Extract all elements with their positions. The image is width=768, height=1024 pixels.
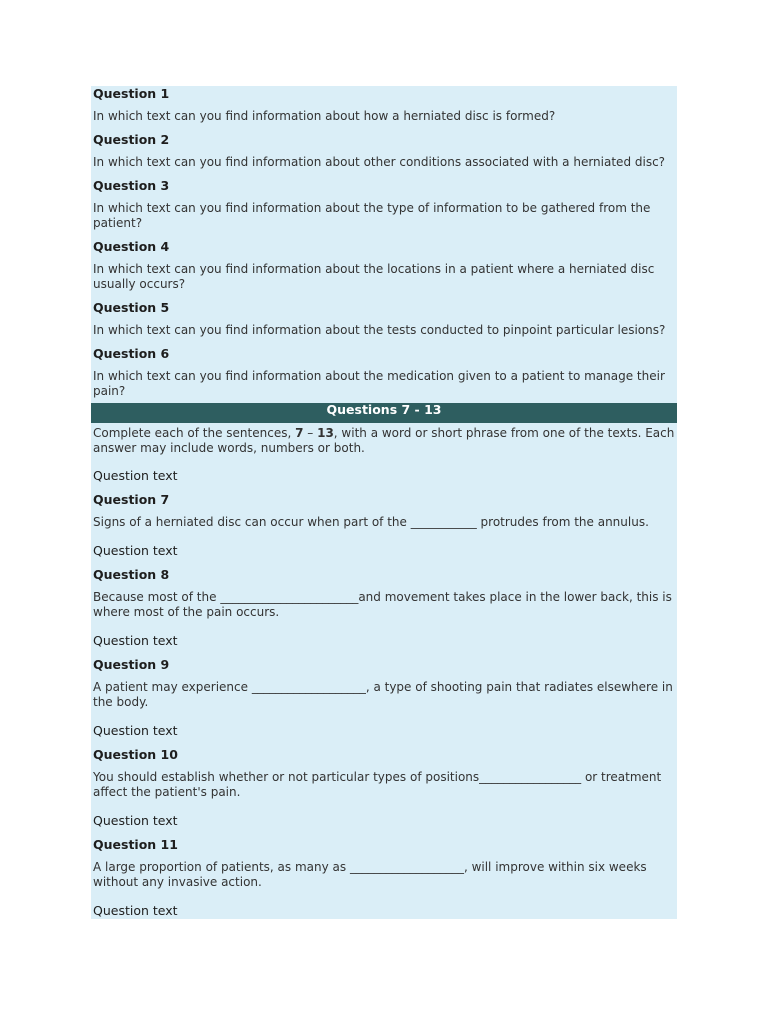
instructions (93, 426, 677, 456)
question-body: In which text can you find information about other conditions associated with a herniated disc? (93, 155, 666, 169)
questions-7-13 (91, 423, 677, 919)
question-3 (93, 178, 677, 231)
question-title: Question 2 (93, 132, 170, 147)
question-6 (93, 346, 677, 399)
question-10 (93, 747, 677, 800)
instructions-range-end: 13 (317, 426, 334, 440)
questions-1-6 (91, 86, 677, 403)
question-body: A large proportion of patients, as many as ___________________, will improve within six weeks without any invasive action. (93, 860, 647, 889)
question-title: Question 1 (93, 86, 170, 101)
question-text-label: Question text (93, 903, 178, 918)
question-text-label: Question text (93, 468, 178, 483)
question-text-label: Question text (93, 543, 178, 558)
question-text-label: Question text (93, 633, 178, 648)
instructions-text-end: , with a word or short phrase from one of the texts. Each answer may include words, numbers or both. (93, 426, 675, 455)
question-title: Question 10 (93, 747, 178, 762)
question-body: In which text can you find information about how a herniated disc is formed? (93, 109, 556, 123)
question-title: Question 4 (93, 239, 170, 254)
question-4 (93, 239, 677, 292)
question-text-label: Question text (93, 723, 178, 738)
question-5 (93, 300, 677, 338)
quiz-panel (91, 86, 677, 919)
question-body: Because most of the _______________________and movement takes place in the lower back, this is where most of the pain occurs. (93, 590, 672, 619)
question-body: Signs of a herniated disc can occur when part of the ___________ protrudes from the annulus. (93, 515, 649, 529)
question-body: A patient may experience ___________________, a type of shooting pain that radiates elsewhere in the body. (93, 680, 673, 709)
question-11 (93, 837, 677, 890)
question-body: In which text can you find information about the type of information to be gathered from the patient? (93, 201, 651, 230)
question-title: Question 6 (93, 346, 170, 361)
question-title: Question 9 (93, 657, 170, 672)
instructions-range-start: 7 (295, 426, 304, 440)
question-body: You should establish whether or not particular types of positions_________________ or treatment affect the patient's pain. (93, 770, 662, 799)
question-body: In which text can you find information about the locations in a patient where a herniated disc usually occurs? (93, 262, 655, 291)
question-9 (93, 657, 677, 710)
instructions-dash: – (303, 426, 318, 440)
question-title: Question 8 (93, 567, 170, 582)
question-7 (93, 492, 677, 530)
question-title: Question 7 (93, 492, 170, 507)
question-body: In which text can you find information about the medication given to a patient to manage their pain? (93, 369, 665, 398)
question-text-label: Question text (93, 813, 178, 828)
question-title: Question 11 (93, 837, 178, 852)
question-title: Question 5 (93, 300, 170, 315)
question-1 (93, 86, 677, 124)
question-title: Question 3 (93, 178, 170, 193)
section-header: Questions 7 - 13 (91, 403, 677, 423)
question-2 (93, 132, 677, 170)
question-8 (93, 567, 677, 620)
question-body: In which text can you find information about the tests conducted to pinpoint particular lesions? (93, 323, 666, 337)
instructions-text: Complete each of the sentences, (93, 426, 296, 440)
